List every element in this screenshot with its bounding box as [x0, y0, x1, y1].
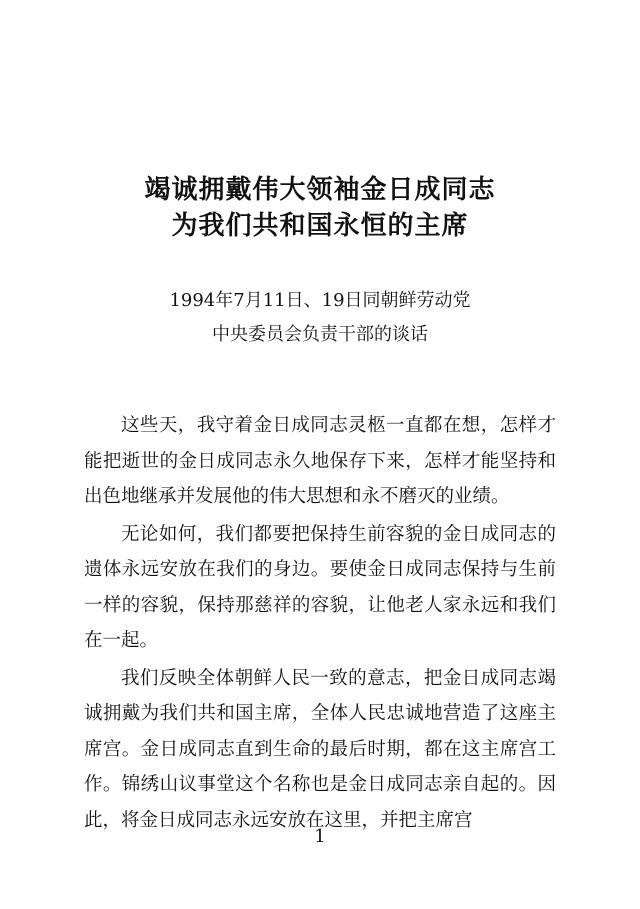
paragraph-1: 这些天，我守着金日成同志灵柩一直都在想，怎样才能把逝世的金日成同志永久地保存下来，怎样才能坚持和出色地继承并发展他的伟大思想和永不磨灭的业绩。 — [84, 415, 556, 507]
body-text — [84, 408, 556, 840]
title-line-1: 竭诚拥戴伟大领袖金日成同志 — [144, 175, 496, 205]
paragraph-3: 我们反映全体朝鲜人民一致的意志，把金日成同志竭诚拥戴为我们共和国主席，全体人民忠诚地营造了这座主席宫。金日成同志直到生命的最后时期，都在这主席宫工作。锦绣山议事堂这个名称也是金日成同志亲自起的。因此，将金日成同志永远安放在这里，并把主席宫 — [84, 667, 556, 831]
page-title — [0, 172, 640, 244]
title-line-2: 为我们共和国永恒的主席 — [171, 211, 469, 241]
paragraph-2: 无论如何，我们都要把保持生前容貌的金日成同志的遗体永远安放在我们的身边。要使金日成同志保持与生前一样的容貌，保持那慈祥的容貌，让他老人家永远和我们在一起。 — [84, 523, 556, 651]
page-subtitle — [0, 284, 640, 352]
subtitle-line-2: 中央委员会负责干部的谈话 — [212, 324, 428, 345]
subtitle-line-1: 1994年7月11日、19日同朝鲜劳动党 — [169, 290, 471, 311]
page-number: 1 — [314, 826, 326, 847]
